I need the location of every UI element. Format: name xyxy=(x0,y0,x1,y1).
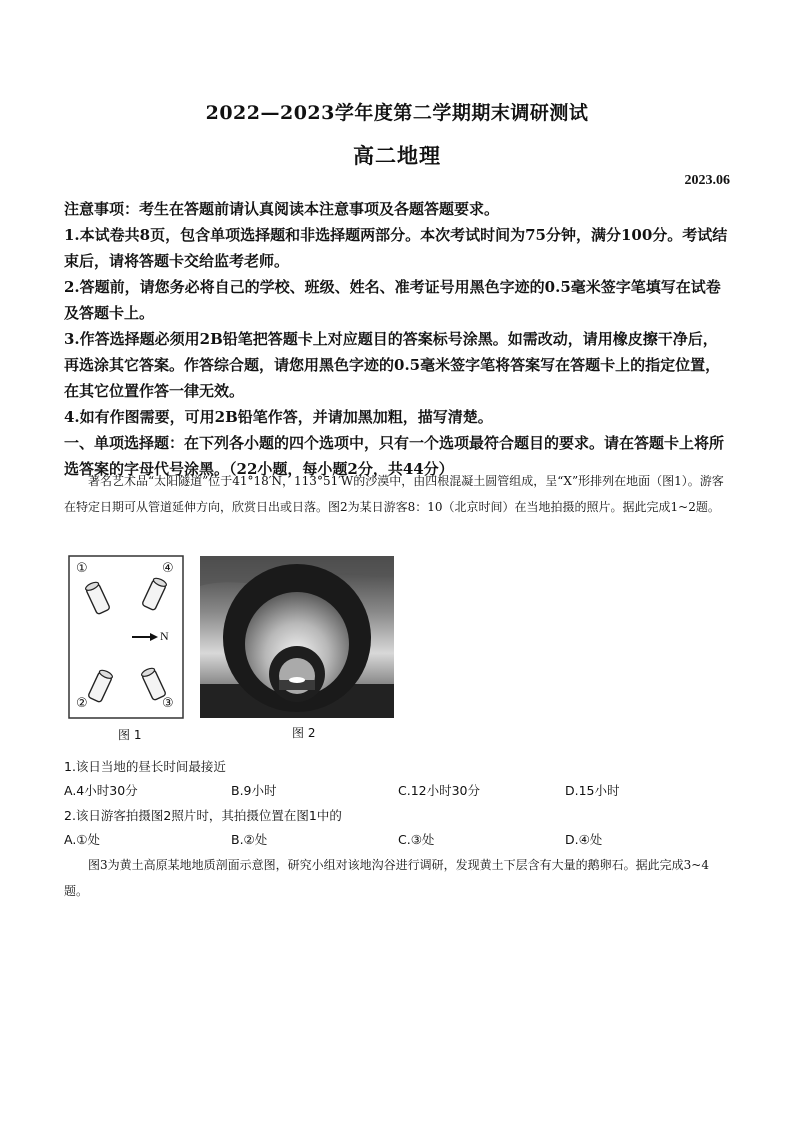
exam-date: 2023.06 xyxy=(684,173,730,188)
marker-3: ③ xyxy=(162,696,174,711)
figure-2-caption: 图 2 xyxy=(292,726,316,740)
notice-item-3: 3.作答选择题必须用2B铅笔把答题卡上对应题目的答案标号涂黑。如需改动，请用橡皮擦干净后，再选涂其它答案。作答综合题，请您用黑色字迹的0.5毫米签字笔将答案写在答题卡上的指定位置，在其它位置作答一律无效。 xyxy=(64,330,721,400)
question-2-stem: 2.该日游客拍摄图2照片时，其拍摄位置在图1中的 xyxy=(64,808,342,823)
question-1 xyxy=(64,755,732,803)
exam-title: 2022—2023学年度第二学期期末调研测试 xyxy=(205,102,589,124)
option-d[interactable]: D.④处 xyxy=(565,832,603,847)
figure-1 xyxy=(68,555,184,719)
passage-2: 图3为黄土高原某地地质剖面示意图，研究小组对该地沟谷进行调研，发现黄土下层含有大量的鹅卵石。据此完成3~4题。 xyxy=(64,858,709,898)
option-c[interactable]: C.12小时30分 xyxy=(398,783,481,798)
figure-2-photo xyxy=(200,556,394,718)
question-2 xyxy=(64,804,732,852)
question-2-options xyxy=(64,828,732,852)
question-1-options xyxy=(64,779,732,803)
question-1-stem: 1.该日当地的昼长时间最接近 xyxy=(64,759,226,774)
section-heading: 一、单项选择题：在下列各小题的四个选项中，只有一个选项最符合题目的要求。请在答题卡上将所选答案的字母代号涂黑。（22小题，每小题2分，共44分） xyxy=(64,434,725,478)
north-label: N xyxy=(160,629,169,643)
option-a[interactable]: A.4小时30分 xyxy=(64,783,138,798)
option-b[interactable]: B.9小时 xyxy=(231,783,277,798)
figure-1-caption: 图 1 xyxy=(118,728,142,742)
notice-section xyxy=(64,196,732,482)
marker-1: ① xyxy=(76,561,88,576)
option-a[interactable]: A.①处 xyxy=(64,832,101,847)
marker-2: ② xyxy=(76,696,88,711)
notice-item-2: 2.答题前，请您务必将自己的学校、班级、姓名、准考证号用黑色字迹的0.5毫米签字笔填写在试卷及答题卡上。 xyxy=(64,278,721,322)
option-d[interactable]: D.15小时 xyxy=(565,783,620,798)
sun-tunnel-photo xyxy=(200,556,394,718)
option-b[interactable]: B.②处 xyxy=(231,832,268,847)
notice-item-1: 1.本试卷共8页，包含单项选择题和非选择题两部分。本次考试时间为75分钟，满分100分。考试结束后，请将答题卡交给监考老师。 xyxy=(64,226,728,270)
passage-1: 著名艺术品“太阳隧道”位于41°18′N，113°51′W的沙漠中，由四根混凝土圆管组成，呈“X”形排列在地面（图1）。游客在特定日期可从管道延伸方向，欣赏日出或日落。图2为某日游客8：10（北京时间）在当地拍摄的照片。据此完成1~2题。 xyxy=(64,474,724,514)
exam-subject: 高二地理 xyxy=(353,143,441,168)
notice-item-4: 4.如有作图需要，可用2B铅笔作答，并请加黑加粗，描写清楚。 xyxy=(64,408,493,426)
marker-4: ④ xyxy=(162,561,174,576)
notice-heading: 注意事项：考生在答题前请认真阅读本注意事项及各题答题要求。 xyxy=(64,200,500,218)
option-c[interactable]: C.③处 xyxy=(398,832,435,847)
